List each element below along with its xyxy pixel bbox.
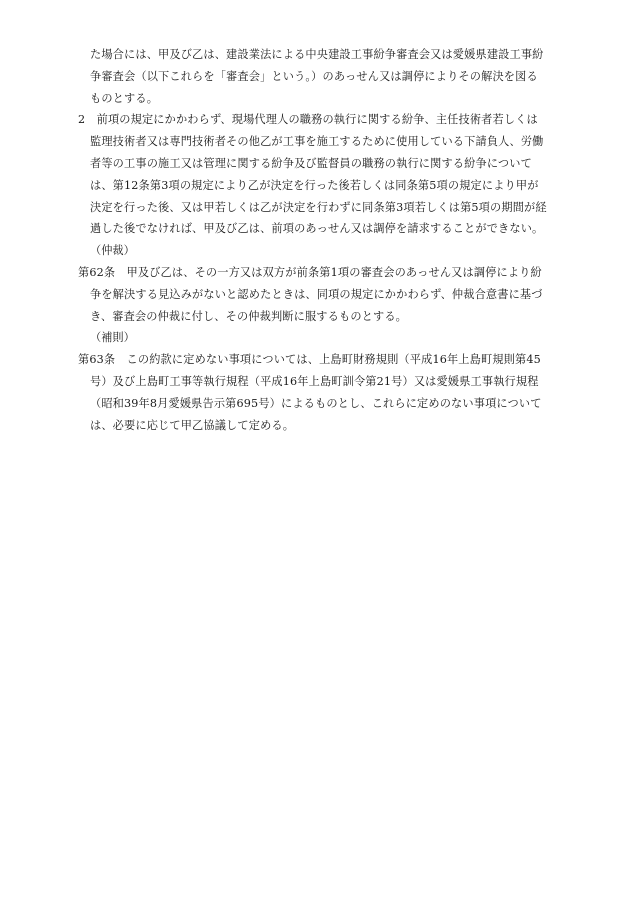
article-63: 第63条 この約款に定めない事項については、上島町財務規則（平成16年上島町規則第45号）及び上島町工事等執行規程（平成16年上島町訓令第21号）又は愛媛県工事執行規程（昭和39年8月愛媛県告示第695号）によるものとし、これらに定めのない事項については、必要に応じて甲乙協議して定める。 — [78, 353, 542, 432]
paragraph-2: 2 前項の規定にかかわらず、現場代理人の職務の執行に関する紛争、主任技術者若しくは監理技術者又は専門技術者その他乙が工事を施工するために使用している下請負人、労働者等の工事の施工又は管理に関する紛争及び監督員の職務の執行に関する紛争については、第12条第3項の規定により乙が決定を行った後若しくは同条第5項の規定により甲が決定を行った後、又は甲若しくは乙が決定を行わずに同条第3項若しくは第5項の期間が経過した後でなければ、甲及び乙は、前項のあっせん又は調停を請求することができない。 — [78, 113, 547, 236]
article-63-caption: （補則） — [90, 331, 135, 345]
document-body — [78, 44, 548, 436]
continued-paragraph: た場合には、甲及び乙は、建設業法による中央建設工事紛争審査会又は愛媛県建設工事紛争審査会（以下これらを「審査会」という。）のあっせん又は調停によりその解決を図るものとする。 — [90, 48, 544, 105]
article-62: 第62条 甲及び乙は、その一方又は双方が前条第1項の審査会のあっせん又は調停により紛争を解決する見込みがないと認めたときは、同項の規定にかかわらず、仲裁合意書に基づき、審査会の仲裁に付し、その仲裁判断に服するものとする。 — [78, 265, 543, 323]
article-62-caption: （仲裁） — [90, 244, 135, 258]
